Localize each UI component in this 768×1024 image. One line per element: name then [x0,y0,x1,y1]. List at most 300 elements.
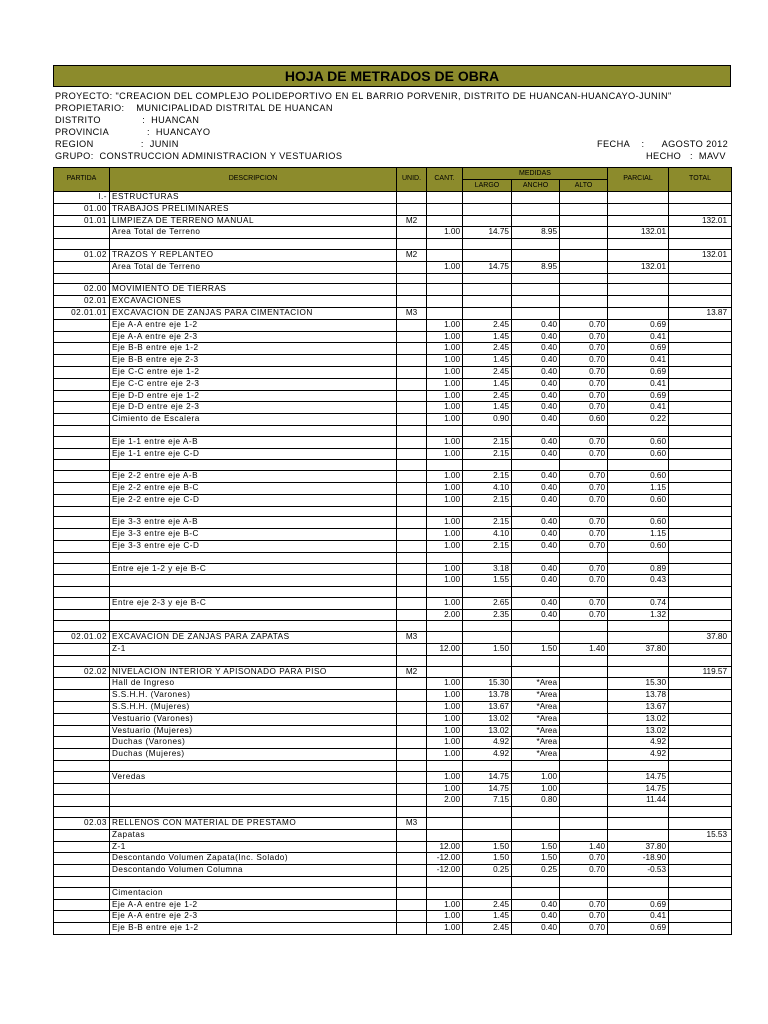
cell-unid [397,296,427,308]
cell-cant: 1.00 [427,482,463,494]
cell-unid [397,887,427,899]
cell-total [669,678,732,690]
cell-ancho [512,284,560,296]
cell-descripcion [110,425,397,436]
cell-largo: 14.75 [463,783,512,795]
cell-ancho [512,829,560,841]
cell-parcial: 0.43 [608,575,669,587]
cell-parcial: 37.80 [608,841,669,853]
cell-cant [427,460,463,471]
cell-largo [463,587,512,598]
cell-largo: 2.45 [463,343,512,355]
cell-alto: 0.70 [560,471,608,483]
cell-unid [397,725,427,737]
cell-alto: 0.70 [560,482,608,494]
cell-ancho [512,425,560,436]
cell-largo: 2.45 [463,319,512,331]
cell-alto: 0.70 [560,494,608,506]
cell-descripcion [110,655,397,666]
cell-partida [54,460,110,471]
cell-cant: 1.00 [427,597,463,609]
cell-largo: 2.15 [463,448,512,460]
cell-descripcion: S.S.H.H. (Mujeres) [110,702,397,714]
cell-ancho [512,887,560,899]
cell-total [669,552,732,563]
cell-descripcion: Eje B-B entre eje 1-2 [110,343,397,355]
cell-ancho: 0.40 [512,414,560,426]
cell-largo [463,829,512,841]
cell-cant: 1.00 [427,563,463,575]
cell-partida [54,366,110,378]
cell-partida [54,436,110,448]
cell-alto [560,460,608,471]
cell-alto: 0.70 [560,899,608,911]
cell-unid [397,829,427,841]
cell-cant: 1.00 [427,378,463,390]
cell-ancho [512,273,560,284]
cell-partida [54,725,110,737]
cell-alto [560,690,608,702]
cell-unid [397,690,427,702]
cell-descripcion: Entre eje 1-2 y eje B-C [110,563,397,575]
cell-partida [54,331,110,343]
cell-total: 132.01 [669,249,732,261]
cell-cant: 1.00 [427,923,463,935]
cell-partida [54,923,110,935]
cell-alto [560,678,608,690]
cell-cant: 1.00 [427,575,463,587]
cell-ancho [512,666,560,678]
table-row [54,273,732,284]
cell-total [669,563,732,575]
cell-alto: 0.70 [560,448,608,460]
cell-alto: 1.40 [560,841,608,853]
cell-partida [54,690,110,702]
cell-total [669,597,732,609]
cell-largo: 1.45 [463,355,512,367]
table-row [54,261,732,273]
cell-descripcion: Cimentacion [110,887,397,899]
table-row [54,655,732,666]
cell-cant [427,761,463,772]
table-row [54,284,732,296]
cell-descripcion: Eje B-B entre eje 1-2 [110,923,397,935]
cell-partida [54,448,110,460]
cell-descripcion: Eje 3-3 entre eje A-B [110,517,397,529]
cell-cant [427,666,463,678]
grupo-line: GRUPO: CONSTRUCCION ADMINISTRACION Y VESTUARIOS [55,151,343,161]
cell-parcial: 1.15 [608,482,669,494]
cell-parcial: 0.41 [608,378,669,390]
cell-ancho: 1.50 [512,853,560,865]
cell-unid [397,319,427,331]
cell-ancho: *Area [512,749,560,761]
cell-descripcion: S.S.H.H. (Varones) [110,690,397,702]
cell-ancho: 0.25 [512,865,560,877]
cell-parcial [608,192,669,204]
cell-unid [397,761,427,772]
cell-ancho: 0.40 [512,402,560,414]
distrito-line: DISTRITO : HUANCAN [55,115,200,125]
cell-unid [397,841,427,853]
cell-descripcion: Area Total de Terreno [110,227,397,239]
cell-largo: 13.02 [463,725,512,737]
cell-total [669,540,732,552]
cell-unid: M2 [397,666,427,678]
cell-alto [560,632,608,644]
cell-largo [463,249,512,261]
cell-total [669,506,732,517]
cell-largo: 14.75 [463,771,512,783]
cell-descripcion: Hall de Ingreso [110,678,397,690]
cell-alto: 0.70 [560,597,608,609]
table-row [54,690,732,702]
cell-ancho: *Area [512,737,560,749]
cell-alto [560,818,608,830]
cell-largo: 2.45 [463,899,512,911]
cell-cant [427,818,463,830]
cell-total [669,899,732,911]
cell-total [669,436,732,448]
cell-parcial: 15.30 [608,678,669,690]
cell-total: 132.01 [669,215,732,227]
table-row [54,923,732,935]
col-ancho: ANCHO [512,180,560,192]
cell-cant: 2.00 [427,795,463,807]
cell-largo [463,239,512,250]
cell-partida [54,609,110,621]
cell-alto [560,552,608,563]
cell-largo: 13.78 [463,690,512,702]
cell-descripcion: EXCAVACION DE ZANJAS PARA ZAPATAS [110,632,397,644]
table-row [54,331,732,343]
cell-total [669,887,732,899]
cell-largo: 14.75 [463,227,512,239]
cell-descripcion: Cimiento de Escalera [110,414,397,426]
cell-parcial [608,587,669,598]
col-descripcion: DESCRIPCION [110,168,397,192]
col-alto: ALTO [560,180,608,192]
cell-cant: 1.00 [427,678,463,690]
table-row [54,563,732,575]
cell-cant: 1.00 [427,911,463,923]
cell-descripcion: Eje 2-2 entre eje B-C [110,482,397,494]
cell-total [669,460,732,471]
cell-parcial [608,818,669,830]
cell-partida [54,227,110,239]
cell-partida [54,390,110,402]
cell-total [669,690,732,702]
cell-parcial: 0.60 [608,494,669,506]
cell-alto [560,761,608,772]
cell-cant [427,192,463,204]
cell-parcial: 132.01 [608,227,669,239]
cell-descripcion [110,621,397,632]
cell-cant: 1.00 [427,725,463,737]
cell-cant: 1.00 [427,690,463,702]
cell-alto [560,284,608,296]
cell-largo: 13.67 [463,702,512,714]
cell-ancho: *Area [512,725,560,737]
table-row [54,494,732,506]
table-row [54,771,732,783]
cell-total [669,414,732,426]
cell-cant: 1.00 [427,319,463,331]
cell-parcial [608,506,669,517]
cell-unid [397,331,427,343]
cell-largo [463,621,512,632]
cell-partida [54,853,110,865]
cell-parcial: 0.69 [608,899,669,911]
cell-alto [560,725,608,737]
cell-partida [54,482,110,494]
cell-parcial: 37.80 [608,644,669,656]
table-row [54,853,732,865]
cell-unid [397,378,427,390]
cell-alto: 0.70 [560,865,608,877]
cell-descripcion: Entre eje 2-3 y eje B-C [110,597,397,609]
cell-ancho [512,552,560,563]
cell-partida [54,414,110,426]
cell-descripcion: NIVELACION INTERIOR Y APISONADO PARA PISO [110,666,397,678]
cell-ancho: 0.40 [512,517,560,529]
cell-ancho: 0.40 [512,575,560,587]
cell-unid [397,678,427,690]
cell-ancho [512,807,560,818]
col-unid: UNID. [397,168,427,192]
cell-descripcion: Eje 2-2 entre eje A-B [110,471,397,483]
cell-ancho: 1.50 [512,841,560,853]
cell-unid [397,506,427,517]
cell-ancho: 8.95 [512,261,560,273]
cell-alto: 0.70 [560,366,608,378]
cell-largo: 14.75 [463,261,512,273]
table-row [54,678,732,690]
cell-alto: 0.70 [560,575,608,587]
cell-unid [397,390,427,402]
cell-ancho: 8.95 [512,227,560,239]
cell-unid [397,911,427,923]
cell-cant: 1.00 [427,261,463,273]
cell-largo [463,506,512,517]
cell-parcial [608,621,669,632]
cell-total [669,702,732,714]
cell-unid [397,783,427,795]
cell-partida: 02.03 [54,818,110,830]
table-row [54,239,732,250]
cell-alto [560,666,608,678]
cell-total [669,227,732,239]
cell-descripcion: Eje A-A entre eje 1-2 [110,899,397,911]
cell-unid [397,517,427,529]
cell-parcial: 14.75 [608,783,669,795]
cell-partida [54,795,110,807]
cell-ancho [512,215,560,227]
cell-parcial: 0.41 [608,402,669,414]
cell-partida [54,587,110,598]
table-row [54,506,732,517]
cell-unid [397,807,427,818]
cell-ancho: 0.40 [512,923,560,935]
cell-ancho [512,460,560,471]
cell-ancho: 0.80 [512,795,560,807]
table-row [54,355,732,367]
cell-alto: 0.70 [560,402,608,414]
cell-partida [54,713,110,725]
cell-alto [560,249,608,261]
cell-cant: 1.00 [427,494,463,506]
cell-largo [463,666,512,678]
cell-partida [54,494,110,506]
cell-cant: 1.00 [427,402,463,414]
table-row [54,877,732,888]
cell-parcial: 0.60 [608,517,669,529]
cell-largo: 2.15 [463,540,512,552]
cell-alto: 0.70 [560,436,608,448]
cell-unid [397,597,427,609]
cell-parcial [608,460,669,471]
cell-parcial [608,655,669,666]
cell-ancho: 1.00 [512,771,560,783]
cell-unid [397,261,427,273]
cell-descripcion: EXCAVACION DE ZANJAS PARA CIMENTACION [110,307,397,319]
cell-partida [54,841,110,853]
cell-parcial [608,877,669,888]
table-row [54,529,732,541]
cell-unid [397,702,427,714]
col-parcial: PARCIAL [608,168,669,192]
table-row [54,609,732,621]
cell-cant: 1.00 [427,783,463,795]
cell-unid [397,923,427,935]
cell-alto [560,192,608,204]
cell-alto [560,771,608,783]
table-row [54,713,732,725]
cell-unid [397,563,427,575]
table-row [54,552,732,563]
cell-ancho: *Area [512,702,560,714]
cell-descripcion: RELLENOS CON MATERIAL DE PRESTAMO [110,818,397,830]
cell-largo: 1.45 [463,378,512,390]
table-row [54,865,732,877]
cell-largo: 2.45 [463,390,512,402]
cell-parcial: 4.92 [608,749,669,761]
cell-total [669,841,732,853]
cell-unid: M3 [397,818,427,830]
cell-alto [560,215,608,227]
cell-ancho: 0.40 [512,378,560,390]
cell-cant [427,621,463,632]
cell-largo: 2.45 [463,366,512,378]
cell-parcial: -18.90 [608,853,669,865]
cell-unid: M3 [397,632,427,644]
table-row [54,203,732,215]
cell-ancho: *Area [512,678,560,690]
cell-parcial: 0.60 [608,448,669,460]
cell-descripcion: Descontando Volumen Columna [110,865,397,877]
cell-partida [54,807,110,818]
cell-cant [427,273,463,284]
hecho-line: HECHO : MAVV [646,151,726,161]
cell-cant [427,249,463,261]
cell-unid [397,587,427,598]
cell-partida [54,261,110,273]
cell-parcial: 13.78 [608,690,669,702]
cell-partida [54,425,110,436]
cell-partida [54,563,110,575]
cell-partida [54,678,110,690]
cell-unid [397,655,427,666]
cell-parcial [608,632,669,644]
cell-parcial [608,552,669,563]
cell-unid: M2 [397,249,427,261]
cell-largo: 1.55 [463,575,512,587]
cell-largo: 15.30 [463,678,512,690]
cell-descripcion: Descontando Volumen Zapata(Inc. Solado) [110,853,397,865]
fecha-line: FECHA : AGOSTO 2012 [597,139,729,149]
table-row [54,887,732,899]
cell-descripcion [110,575,397,587]
table-row [54,749,732,761]
cell-cant [427,552,463,563]
cell-cant: 1.00 [427,517,463,529]
cell-total [669,273,732,284]
cell-ancho: 0.40 [512,366,560,378]
cell-ancho: 0.40 [512,319,560,331]
cell-alto: 0.60 [560,414,608,426]
cell-alto [560,239,608,250]
cell-descripcion: TRAZOS Y REPLANTEO [110,249,397,261]
cell-partida [54,829,110,841]
cell-alto: 0.70 [560,517,608,529]
cell-ancho: *Area [512,690,560,702]
cell-ancho: 0.40 [512,529,560,541]
cell-alto: 0.70 [560,853,608,865]
cell-partida [54,887,110,899]
cell-descripcion: Eje C-C entre eje 1-2 [110,366,397,378]
cell-total [669,713,732,725]
cell-total: 15.53 [669,829,732,841]
cell-unid [397,494,427,506]
cell-largo: 1.50 [463,644,512,656]
cell-alto: 0.70 [560,563,608,575]
cell-descripcion: Z-1 [110,841,397,853]
cell-ancho [512,307,560,319]
cell-cant: 1.00 [427,331,463,343]
cell-ancho: 0.40 [512,471,560,483]
cell-partida: 01.01 [54,215,110,227]
proyecto-line: PROYECTO: "CREACION DEL COMPLEJO POLIDEPORTIVO EN EL BARRIO PORVENIR, DISTRITO DE HUANCAN-HUANCAYO-JUNIN" [55,91,672,101]
cell-total [669,331,732,343]
cell-partida [54,761,110,772]
cell-ancho [512,621,560,632]
table-row [54,597,732,609]
cell-alto [560,227,608,239]
cell-partida [54,319,110,331]
cell-largo [463,296,512,308]
cell-cant: -12.00 [427,853,463,865]
cell-total [669,425,732,436]
cell-unid [397,899,427,911]
cell-unid [397,795,427,807]
cell-alto: 0.70 [560,923,608,935]
cell-alto: 0.70 [560,319,608,331]
cell-partida [54,749,110,761]
cell-total [669,203,732,215]
cell-largo: 1.50 [463,853,512,865]
cell-ancho: 0.40 [512,343,560,355]
cell-descripcion [110,273,397,284]
